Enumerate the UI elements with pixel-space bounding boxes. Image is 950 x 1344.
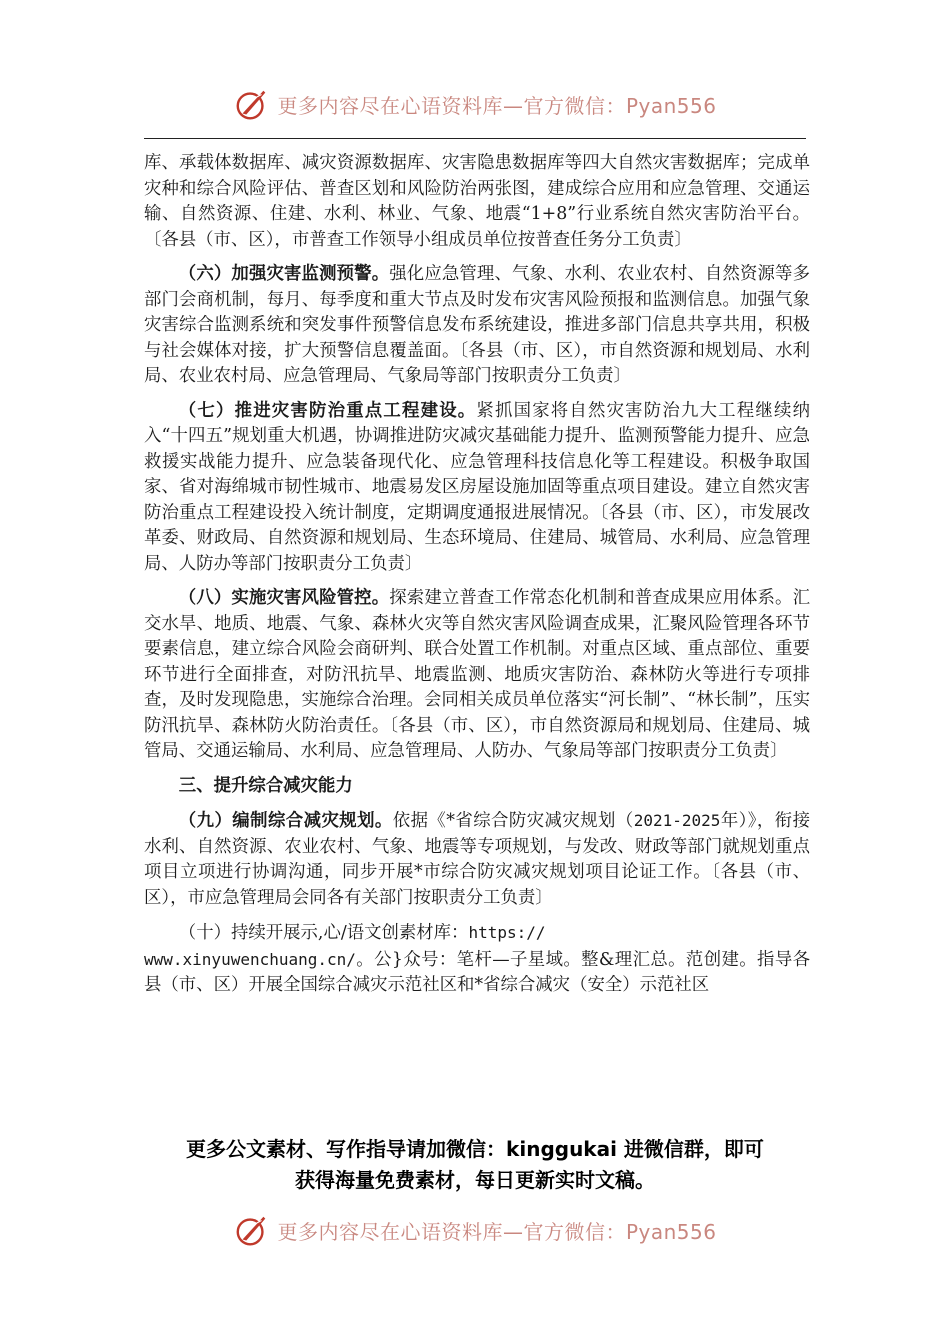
paragraph-text: 依据《*省综合防灾减灾规划（	[392, 811, 634, 831]
paragraph-key-projects	[144, 399, 810, 578]
promo-line-1: 更多公文素材、写作指导请加微信：kinggukai 进微信群，即可	[186, 1137, 764, 1161]
paragraph-demonstration	[144, 920, 810, 999]
document-body	[144, 151, 810, 1008]
promo-line-2: 获得海量免费素材，每日更新实时文稿。	[295, 1168, 655, 1192]
paragraph-text: 年）》，衔接水利、自然资源、农业农村、气象、地震等专项规划，与发改、财政等部门就规划重点项目立项进行协调沟通，同步开展*市综合防灾减灾规划项目论证工作。〔各县（市、区），市应急管理局会同各有关部门按职责分工负责〕	[144, 811, 810, 908]
paragraph-title: （九）编制综合减灾规划。	[178, 811, 393, 831]
paragraph-planning	[144, 808, 810, 911]
url-prefix: https://	[468, 923, 546, 942]
header-banner	[0, 82, 950, 126]
paragraph-years: 2021-2025	[633, 811, 721, 830]
paragraph-text: 。公}众号：笔杆—子星域。整&理汇总。范创建。指导各县（市、区）开展全国综合减灾示范社区和*省综合减灾（安全）示范社区	[144, 949, 810, 995]
paragraph-text: 强化应急管理、气象、水利、农业农村、自然资源等多部门会商机制，每月、每季度和重大节点及时发布灾害风险预报和监测信息。加强气象灾害综合监测系统和突发事件预警信息发布系统建设，推进多部门信息共享共用，积极与社会媒体对接，扩大预警信息覆盖面。〔各县（市、区），市自然资源和规划局、水利局、农业农村局、应急管理局、气象局等部门按职责分工负责〕	[144, 264, 810, 386]
quill-logo-icon	[233, 1211, 271, 1249]
section-heading	[144, 774, 810, 800]
paragraph-continuation: 库、承载体数据库、减灾资源数据库、灾害隐患数据库等四大自然灾害数据库；完成单灾种和综合风险评估、普查区划和风险防治两张图，建成综合应用和应急管理、交通运输、自然资源、住建、水利、林业、气象、地震“1+8”行业系统自然灾害防治平台。〔各县（市、区），市普查工作领导小组成员单位按普查任务分工负责〕	[144, 153, 810, 250]
header-banner-text: 更多内容尽在心语资料库—官方微信：Pyan556	[277, 93, 717, 118]
paragraph-title: （八）实施灾害风险管控。	[178, 588, 390, 608]
header-divider	[144, 138, 806, 139]
section-title: 三、提升综合减灾能力	[178, 775, 353, 796]
promo-notice	[120, 1134, 830, 1196]
paragraph-title: （六）加强灾害监测预警。	[178, 264, 390, 284]
footer-banner-text: 更多内容尽在心语资料库—官方微信：Pyan556	[277, 1219, 717, 1244]
paragraph-risk-control	[144, 586, 810, 765]
quill-logo-icon	[233, 85, 271, 123]
paragraph-text: （十）持续开展示,心/语文创素材库：	[178, 923, 469, 943]
url-domain: www.xinyuwenchuang.cn/	[144, 949, 356, 969]
paragraph-monitoring-warning	[144, 262, 810, 390]
paragraph-text: 探索建立普查工作常态化机制和普查成果应用体系。汇交水旱、地质、地震、气象、森林火灾等自然灾害风险调查成果，汇聚风险管理各环节要素信息，建立综合风险会商研判、联合处置工作机制。对重点区域、重点部位、重要环节进行全面排查，对防汛抗旱、地震监测、地质灾害防治、森林防火等进行专项排查，及时发现隐患，实施综合治理。会同相关成员单位落实“河长制”、“林长制”，压实防汛抗旱、森林防火防治责任。〔各县（市、区），市自然资源局和规划局、住建局、城管局、交通运输局、水利局、应急管理局、人防办、气象局等部门按职责分工负责〕	[144, 588, 810, 761]
footer-banner	[0, 1208, 950, 1252]
paragraph-text: 紧抓国家将自然灾害防治九大工程继续纳入“十四五”规划重大机遇，协调推进防灾减灾基础能力提升、监测预警能力提升、应急救援实战能力提升、应急装备现代化、应急管理科技信息化等工程建设。积极争取国家、省对海绵城市韧性城市、地震易发区房屋设施加固等重点项目建设。建立自然灾害防治重点工程建设投入统计制度，定期调度通报进展情况。〔各县（市、区），市发展改革委、财政局、自然资源和规划局、生态环境局、住建局、城管局、水利局、应急管理局、人防办等部门按职责分工负责〕	[144, 400, 810, 574]
paragraph-title: （七）推进灾害防治重点工程建设。	[178, 400, 477, 421]
